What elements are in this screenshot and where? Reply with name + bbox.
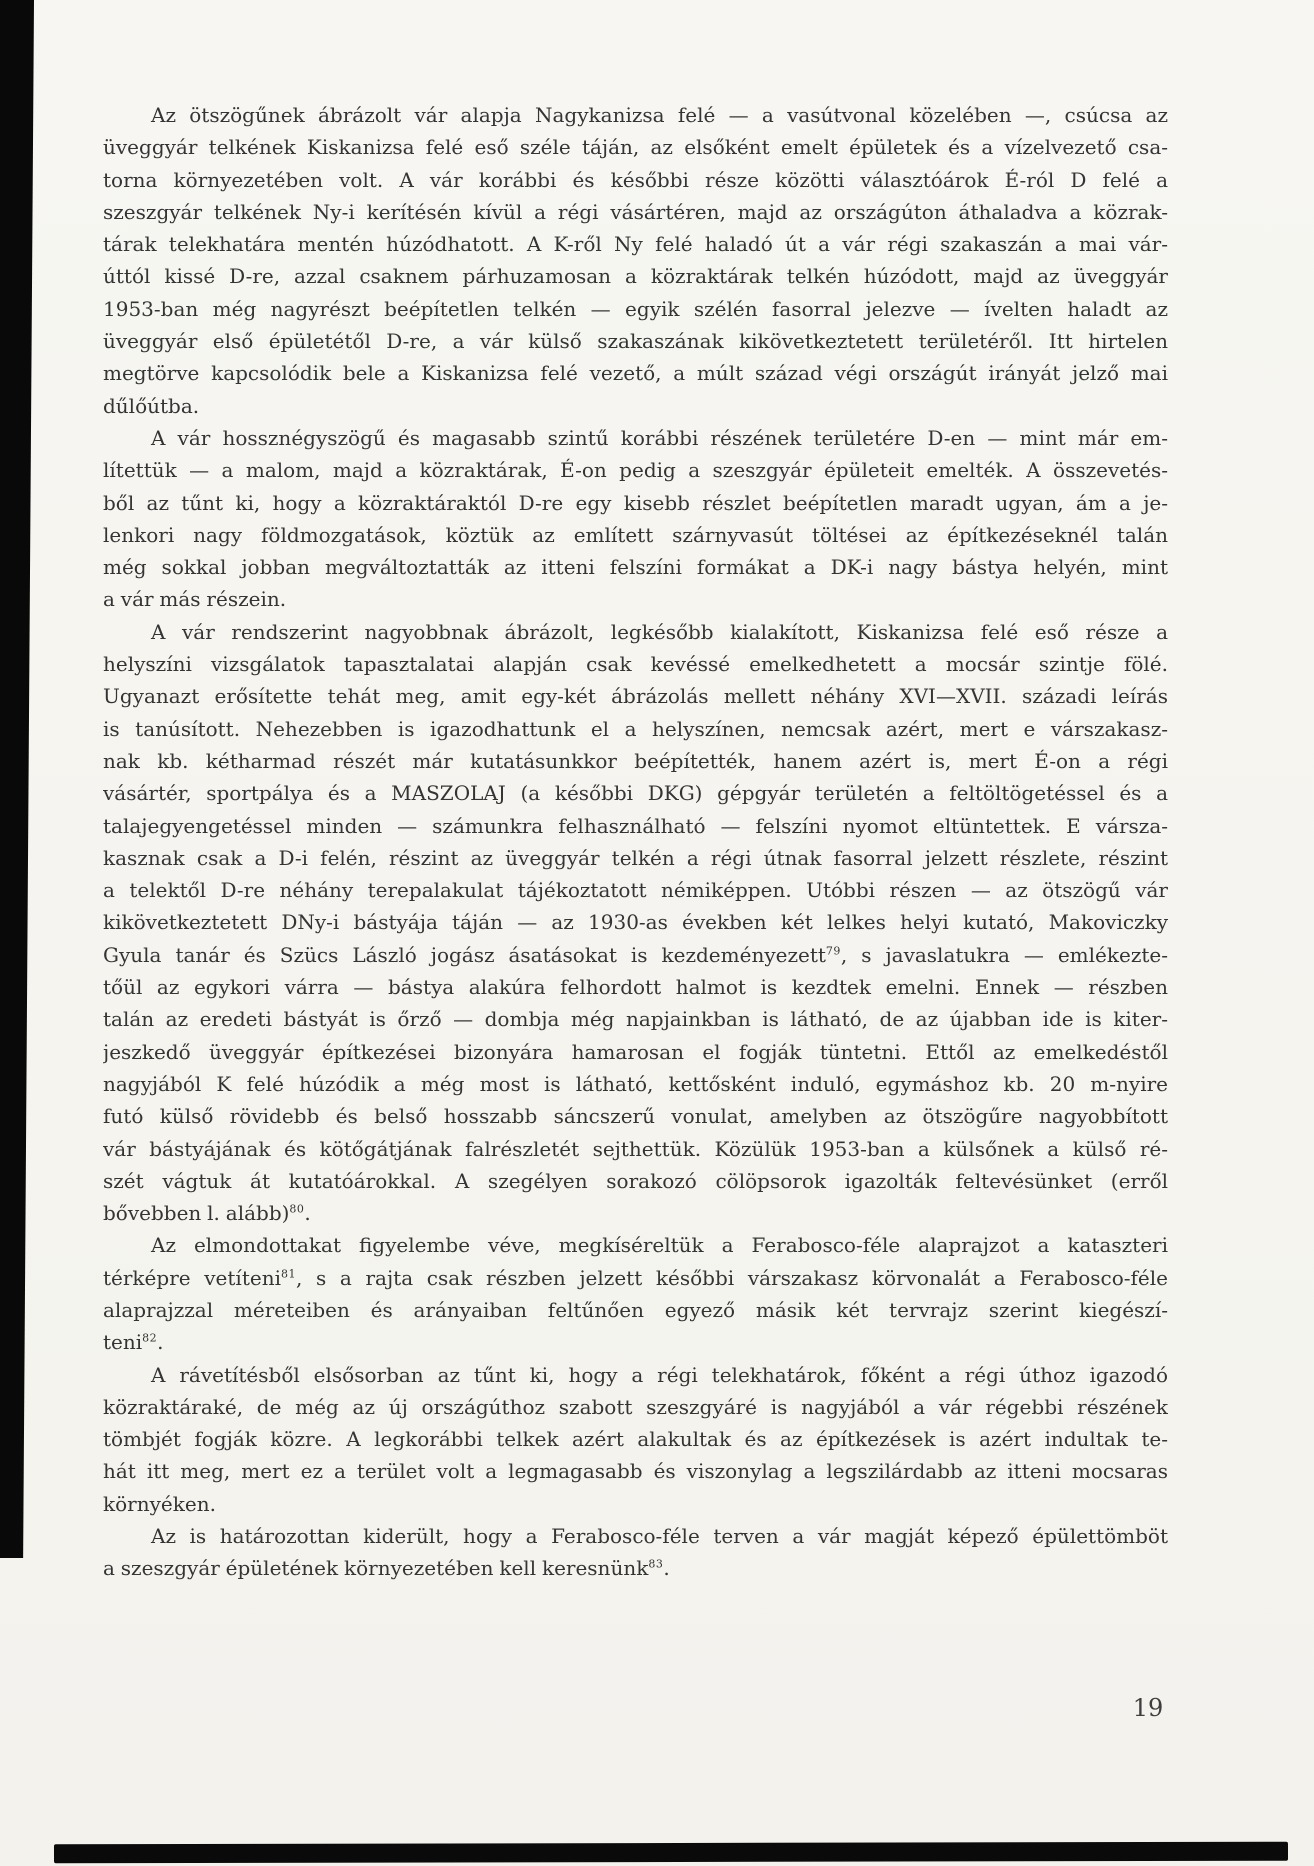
footnote-reference: 83 <box>648 1557 664 1571</box>
text-line: kasznak csak a D-i felén, részint az üveggyár telkén a régi útnak fasorral jelzett részlete, részint <box>103 845 1168 870</box>
text-line: Ugyanazt erősítette tehát meg, amit egy-két ábrázolás mellett néhány XVI—XVII. századi leírás <box>103 684 1168 709</box>
text-line: kikövetkeztetett DNy-i bástyája táján — az 1930-as években két lelkes helyi kutató, Makoviczky <box>103 910 1168 935</box>
text-line: tárak telekhatára mentén húzódhatott. A K-ről Ny felé haladó út a vár régi szakaszán a mai vár- <box>103 232 1168 257</box>
text-line: talajegyengetéssel minden — számunkra felhasználható — felszíni nyomot eltüntettek. E vársza- <box>103 813 1168 838</box>
text-line: üveggyár telkének Kiskanizsa felé eső széle táján, az elsőként emelt épületek és a vízelvezető csa- <box>103 135 1168 160</box>
text-line: nak kb. kétharmad részét már kutatásunkkor beépítették, hanem azért is, mert É-on a régi <box>103 748 1168 773</box>
text-line: úttól kissé D-re, azzal csaknem párhuzamosan a közraktárak telkén húzódott, majd az üveggyár <box>103 264 1168 289</box>
text-line: Az ötszögűnek ábrázolt vár alapja Nagykanizsa felé — a vasútvonal közelében —, csúcsa az <box>151 103 1168 127</box>
text-line: talán az eredeti bástyát is őrző — dombja még napjainkban is látható, de az újabban ide is kiter- <box>103 1007 1168 1032</box>
text-line: dűlőútba. <box>103 393 200 418</box>
footnote-reference: 80 <box>289 1202 305 1216</box>
text-line: Gyula tanár és Szücs László jogász ásatásokat is kezdeményezett$^{79}$, s javaslatukra — emlékezte- <box>103 942 1168 967</box>
text-line: teni$^{82}$. <box>103 1330 164 1355</box>
text-line: vásártér, sportpálya és a MASZOLAJ (a későbbi DKG) gépgyár területén a feltöltögetéssel és a <box>103 781 1168 806</box>
scan-edge-artifact-left <box>0 0 34 1558</box>
text-line: lítettük — a malom, majd a közraktárak, É-on pedig a szeszgyár épületeit emelték. A összevetés- <box>103 458 1168 483</box>
text-line: a szeszgyár épületének környezetében kell keresnünk$^{83}$. <box>103 1556 670 1581</box>
text-line: tömbjét fogják közre. A legkorábbi telkek azért alakultak és az építkezések is azért indultak te- <box>103 1427 1168 1452</box>
text-line: szét vágtuk át kutatóárokkal. A szegélyen sorakozó cölöpsorok igazolták feltevésünket (erről <box>103 1168 1168 1193</box>
text-line: még sokkal jobban megváltoztatták az itteni felszíni formákat a DK-i nagy bástya helyén, mint <box>103 555 1168 580</box>
text-line: lenkori nagy földmozgatások, köztük az említett szárnyvasút töltései az építkezéseknél talán <box>103 522 1168 547</box>
text-line: helyszíni vizsgálatok tapasztalatai alapján csak kevéssé emelkedhetett a mocsár szintje fölé. <box>103 652 1168 677</box>
text-line: térképre vetíteni$^{81}$, s a rajta csak részben jelzett későbbi várszakasz körvonalát a Ferabosco-féle <box>103 1265 1168 1290</box>
text-line: Az elmondottakat figyelembe véve, megkíséreltük a Ferabosco-féle alaprajzot a kataszteri <box>151 1233 1168 1258</box>
footnote-reference: 82 <box>142 1331 158 1345</box>
footnote-reference: 79 <box>825 944 841 958</box>
body-text <box>103 99 1168 1585</box>
text-line: hát itt meg, mert ez a terület volt a legmagasabb és viszonylag a legszilárdabb az itteni mocsaras <box>103 1459 1168 1484</box>
text-line: közraktáraké, de még az új országúthoz szabott szeszgyáré is nagyjából a vár régebbi részének <box>103 1394 1168 1419</box>
text-line: torna környezetében volt. A vár korábbi és későbbi része közötti választóárok É-ról D felé a <box>103 167 1168 192</box>
footnote-reference: 81 <box>280 1267 296 1281</box>
text-line: tőül az egykori várra — bástya alakúra felhordott halmot is kezdtek emelni. Ennek — részben <box>103 975 1168 1000</box>
text-line: a telektől D-re néhány terepalakulat tájékoztatott némiképpen. Utóbbi részen — az ötszögű vár <box>103 878 1168 903</box>
page-number: 19 <box>1132 1694 1164 1722</box>
text-line: A rávetítésből elsősorban az tűnt ki, hogy a régi telekhatárok, főként a régi úthoz igazodó <box>151 1362 1168 1387</box>
text-line: A vár rendszerint nagyobbnak ábrázolt, legkésőbb kialakított, Kiskanizsa felé eső része a <box>151 619 1168 644</box>
text-line: A vár hossznégyszögű és magasabb szintű korábbi részének területére D-en — mint már em- <box>151 425 1168 450</box>
text-line: is tanúsított. Nehezebben is igazodhattunk el a helyszínen, nemcsak azért, mert e várszakasz- <box>103 716 1168 741</box>
text-line: bővebben l. alább)$^{80}$. <box>103 1201 311 1226</box>
text-line: szeszgyár telkének Ny-i kerítésén kívül a régi vásártéren, majd az országúton áthaladva a közrak- <box>103 199 1168 224</box>
text-line: megtörve kapcsolódik bele a Kiskanizsa felé vezető, a múlt század végi országút irányát jelző mai <box>103 361 1168 386</box>
text-line: 1953-ban még nagyrészt beépítetlen telkén — egyik szélén fasorral jelezve — ívelten haladt az <box>103 296 1168 321</box>
text-line: ből az tűnt ki, hogy a közraktáraktól D-re egy kisebb részlet beépítetlen maradt ugyan, ám a je- <box>103 490 1168 515</box>
text-line: környéken. <box>103 1491 216 1516</box>
text-line: nagyjából K felé húzódik a még most is látható, kettősként induló, egymáshoz kb. 20 m-nyire <box>103 1071 1168 1096</box>
text-line: vár bástyájának és kötőgátjának falrészletét sejthettük. Közülük 1953-ban a külsőnek a külső ré- <box>103 1136 1168 1161</box>
text-line: jeszkedő üveggyár építkezései bizonyára hamarosan el fogják tüntetni. Ettől az emelkedéstől <box>103 1039 1168 1064</box>
text-line: üveggyár első épületétől D-re, a vár külső szakaszának kikövetkeztetett területéről. Itt hirtelen <box>103 329 1168 354</box>
scan-edge-artifact-bottom <box>54 1842 1288 1864</box>
text-line: alaprajzzal méreteiben és arányaiban feltűnően egyező másik két tervrajz szerint kiegészí- <box>103 1297 1168 1322</box>
text-line: Az is határozottan kiderült, hogy a Ferabosco-féle terven a vár magját képező épülettömböt <box>151 1524 1168 1549</box>
text-line: a vár más részein. <box>103 587 287 612</box>
text-line: futó külső rövidebb és belső hosszabb sáncszerű vonulat, amelyben az ötszögűre nagyobbított <box>103 1104 1168 1129</box>
